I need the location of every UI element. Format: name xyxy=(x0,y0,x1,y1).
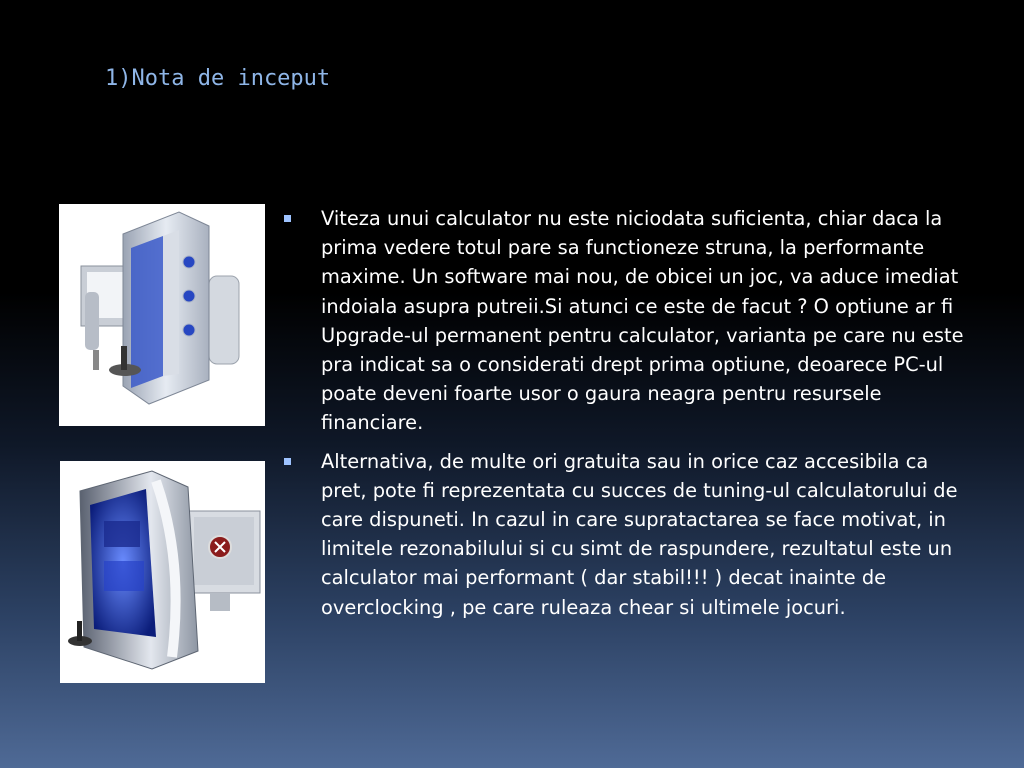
square-bullet-icon xyxy=(284,215,291,222)
slide-title: 1)Nota de inceput xyxy=(105,66,331,91)
computer-tower-illustration xyxy=(59,204,265,426)
bullet-text: Viteza unui calculator nu este niciodata suficienta, chiar daca la prima vedere totul pare sa functioneze struna, la performante maxime. Un software mai nou, de obicei un joc, va aduce imediat indoiala asupra putreii.Si atunci ce este de facut ? O optiune ar fi Upgrade-ul permanent pentru calculator, varianta pe care nu este pra indicat sa o considerati drept prima optiune, deoarece PC-ul poate deveni foarte usor o gaura neagra pentru resursele financiare. xyxy=(321,207,964,435)
bullet-text: Alternativa, de multe ori gratuita sau in orice caz accesibila ca pret, pote fi reprezentata cu succes de tuning-ul calculatorului de care dispuneti. In cazul in care supratactarea se face motivat, in limitele rezonabilului si cu simt de raspundere, rezultatul este un calculator mai performant ( dar stabil!!! ) decat inainte de overclocking , pe care ruleaza chear si ultimele jocuri. xyxy=(321,449,958,619)
bullet-item xyxy=(284,204,974,438)
computer-tower-photo xyxy=(59,204,265,426)
bullet-item xyxy=(284,447,974,622)
square-bullet-icon xyxy=(284,458,291,465)
bullet-list xyxy=(284,204,974,631)
gaming-pc-photo xyxy=(60,461,265,683)
gaming-pc-illustration xyxy=(60,461,265,683)
